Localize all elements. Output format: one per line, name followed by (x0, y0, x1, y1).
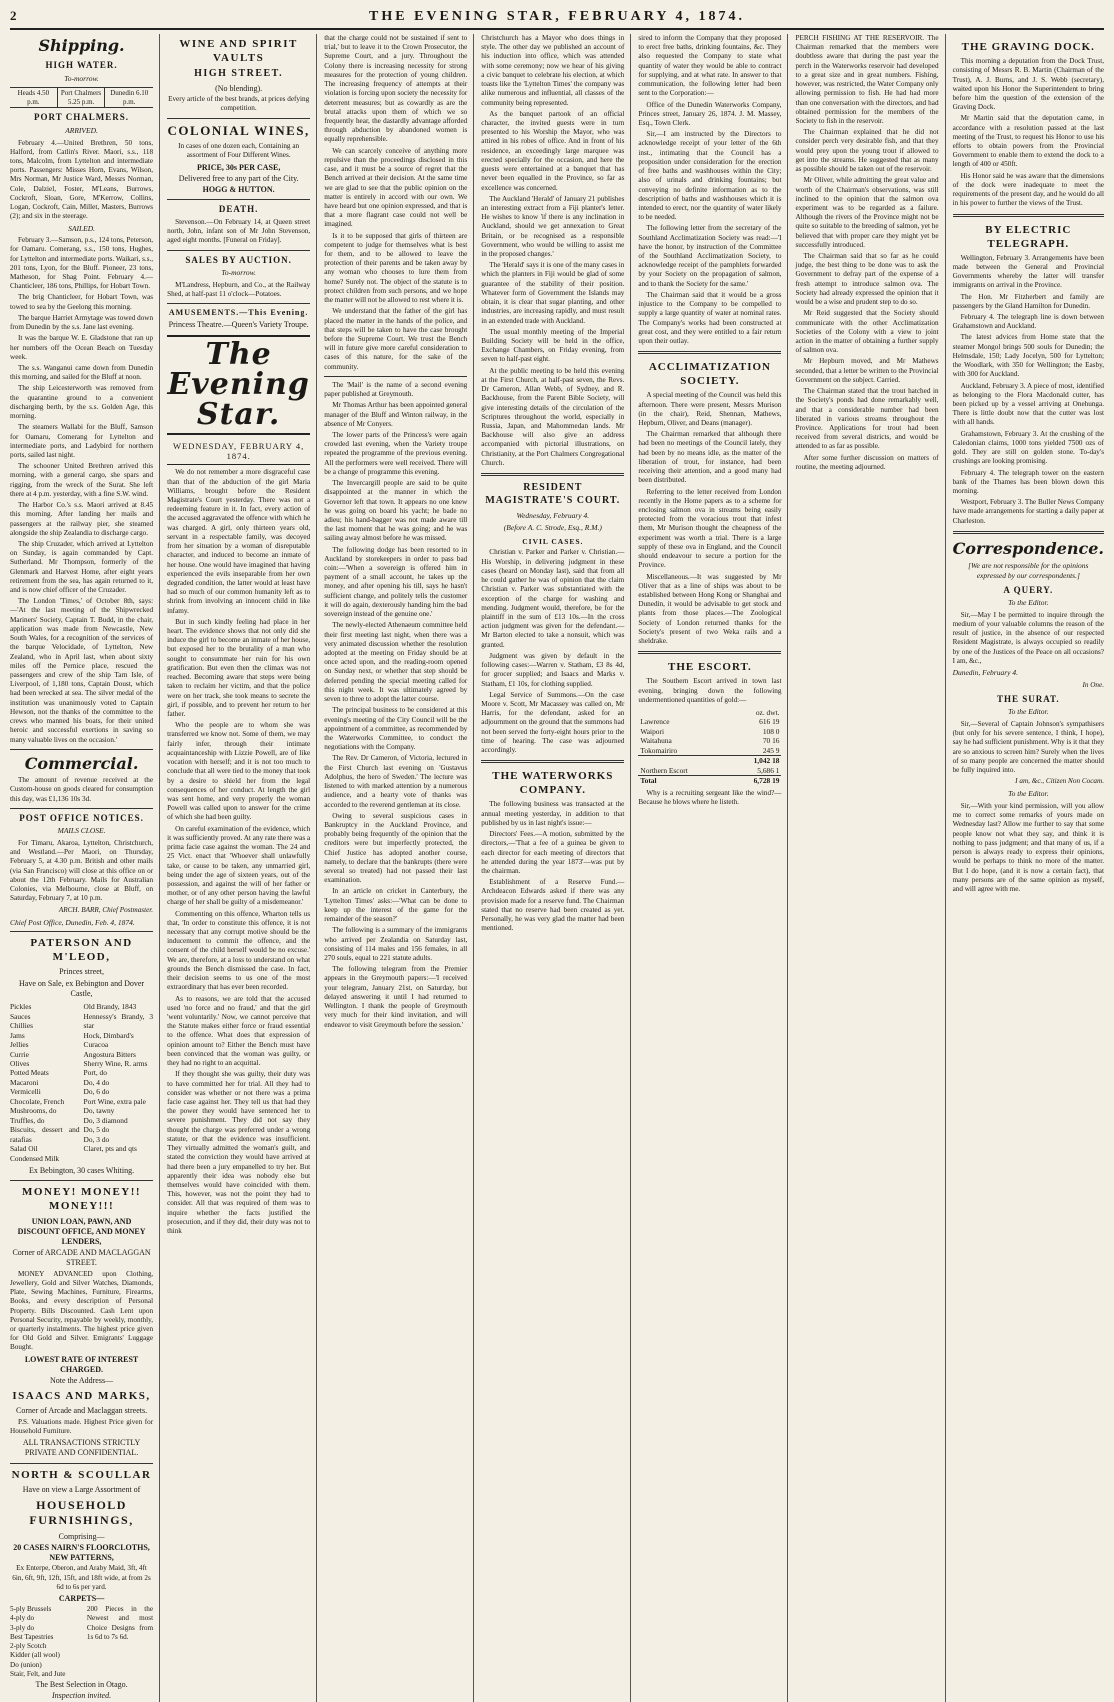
running-head (10, 6, 1104, 30)
paterson-goods-left (10, 1002, 80, 1163)
carpets-description: 200 Pieces in the Newest and most Choice Designs from 1s 6d to 7s 6d. (86, 1605, 154, 1641)
divider (953, 214, 1104, 217)
carpets-types (10, 1605, 83, 1679)
waterworks-continued: The Chairman said that it would be a gross injustice to the Company to be compelled to supply a large quantity of water at nominal rates. The Company's works had been constructed at great cost, and they were entitled to a fair return upon their outlay. (638, 290, 782, 345)
post-office-signature: ARCH. BARR, Chief Postmaster. (58, 905, 154, 914)
death-heading: DEATH. (218, 204, 259, 215)
waterworks-continued: Sir,—I am instructed by the Directors to acknowledge receipt of your letter of the 6th inst., intimating that the Council has a proposition under consideration for the erection of free baths and washhouses within the City; also of urinals and drinking fountains; but conveying no definite information as to the description of baths and washhouses which it is intended to erect, nor the quantity of water likely to be needed. (638, 130, 782, 222)
leader-paragraph: On careful examination of the evidence, which it was sufficiently proved. At any rate there was a prima facie case against the woman. The 24 and 25 Vict. enact that 'Whoever shall unlawfully take, or cause to be taken, any unmarried girl, being under the age of sixteen years, out of the possession, and against the will of her father or mother, or of any other person having the lawful charge of her shall be guilty of a misdemeanor.' (167, 824, 311, 907)
table-row (638, 756, 781, 766)
court-paragraph: Christian v. Parker and Parker v. Christian.—His Worship, in delivering judgment in these cases (heard on Monday last), said that from all he could gather he was of opinion that the claim Christian v. Parker was substantiated with the exception of the charge for washing and mending. Judgment would, therefore, be for the plaintiff in the sum of £13 10s.—In the cross action judgment was given for the defendant.—Mr Barton elected to take a nonsuit, which was granted. (481, 548, 625, 649)
leader-dateline: WEDNESDAY, FEBRUARY 4, 1874. (167, 439, 310, 466)
floorcloths-text: Ex Enterpe, Oberon, and Araby Maid, 3ft, 4ft 6in, 6ft, 9ft, 12ft, 15ft, and 18ft wide, at from 2s 6d to 6s per yard. (12, 1564, 151, 1591)
divider (481, 473, 624, 476)
isaacs-marks-title: ISAACS AND MARKS, (12, 1390, 151, 1403)
telegraph-paragraph: Grahamstown, February 3. At the crushing of the Caledonian claims, 1000 tons yielded 7500 ozs of gold. They are still on golden stone. To-day's crushings are looking promising. (952, 429, 1104, 466)
escort-place: Waitahuna (640, 736, 672, 746)
list-item: Jams (10, 1030, 25, 1040)
news-paragraph: As the banquet partook of an official character, the invited guests were in turn presented to his Worship the Mayor, who was attired in his robes of office. And in front of his residence, an exceedingly large marquee was erected specially for the occasion, and here the guests were entertained at a banquet that has never been equalled in the Province, so far as excellence was concerned. (481, 109, 625, 192)
list-item: Best Tapestries (10, 1632, 54, 1641)
colonial-wines-text: In cases of one dozen each, Containing an assortment of Four Different Wines. (178, 142, 300, 160)
list-item: Kidder (all wool) (10, 1651, 60, 1660)
waterworks-continued: sired to inform the Company that they proposed to erect free baths, drinking fountains, &c. They also requested the Company to state what quantity of water they would be able to contract for supplying, and at what rate. In answer to that communication, the following letter had been sent to the Corporation:— (638, 34, 782, 98)
table-row (638, 717, 781, 726)
surat-heading: THE SURAT. (996, 693, 1060, 704)
list-item: Do, 4 do (83, 1077, 110, 1087)
north-scoullar-title: NORTH & SCOULLAR (11, 1468, 152, 1481)
news-paragraph: The newly-elected Athenaeum committee held their first meeting last night, when there was a very animated discussion whether the resolution adopted at the meeting on Friday should be at once acted upon, and the reading-room opened on Sunday next, or whether that step should be deferred pending the special meeting called for this night week. It was ultimately agreed by seven to three to adopt the latter course. (324, 621, 468, 704)
escort-table (638, 708, 781, 786)
list-item: Port, do (83, 1068, 107, 1078)
leader-paragraph: But in such kindly feeling had place in her heart. The evidence shows that not only did she induce the girl to become an inmate of her house, but exposed her to the brutality of a man who sought to consummate her ruin for his own gratification. But even then the climax was not reached. Becoming aware that steps were being taken to reclaim her victim, and that the police were on her track, she took means to secrete the girl, if possible, and to prevent her return to her father. (167, 617, 311, 719)
arrived-text: February 4.—United Brethren, 50 tons, Halford, from Catlin's River. Maori, s.s., 118 tons, Malcolm, from Lyttelton and intermediate ports. Passengers: Misses Horn, Evans, Wilson, Mrs Norman, Mr Justice Ward, Messrs Norman, Cole, Dalziel, Foster, M'Leans, Burrows, Cockroft, Sloan, Gore, M'Kerrow, Collins, Logan, Cockroft, Cain, Millet, Masters, Burrows (2); and six in the steerage. (10, 138, 154, 221)
escort-amount: 245 9 (762, 745, 780, 755)
graving-dock-paragraph: His Honor said he was aware that the dimensions of the dock were inadequate to meet the requirements of the present day, and he would do all in his power to further the views of the Trust. (952, 171, 1104, 208)
masthead-title: The Evening Star. (167, 336, 310, 432)
table-row (638, 727, 781, 736)
shipping-paragraph: The schooner United Brethren arrived this morning, with a general cargo, she spars and rigging, from the wreck of the Surat. She left there at 4 p.m. yesterday, with a fine S.W. wind. (10, 462, 154, 498)
paterson-goods-right (84, 1002, 154, 1163)
masthead (167, 335, 310, 435)
news-paragraph: The following telegram from the Premier appears in the Greymouth papers:—'I received your telegram, January 21st, on Saturday, but delayed answering it until I had returned to Wellington. I thank the people of Greymouth very much for their kind invitation, and will endeavor to visit Greymouth before the session.' (324, 965, 468, 1029)
waterworks-continued: The following letter from the secretary of the Southland Acclimatization Society was read:—'I have the honor, by instruction of the Committee of the Southland Acclimatization Society, to acknowledge receipt of the pamphlets forwarded by your Society on the propagation of salmon, and to thank the Society for the same.' (638, 224, 782, 288)
north-scoullar-footer-2: Inspection invited. (52, 1691, 112, 1701)
news-paragraph: Owing to several suspicious cases in Bankruptcy in the Auckland Province, and probably being frequently of the opinion that the creditors were but imperfectly protected, the Chief Justice has adopted another course, namely, to declare that the bankrupts (there were several so treated) had not passed their last examination. (324, 811, 468, 885)
query-signature: In One. (1082, 680, 1104, 689)
list-item: 2-ply Scotch (10, 1642, 47, 1651)
court-bench: (Before A. C. Strode, Esq., R.M.) (503, 523, 602, 533)
surat-letter: Sir,—Several of Captain Johnson's sympathisers (but only for his severe sentence, I think, I hope), say he had sufficient punishment. Why is it that they are so anxious to screen him? Surely when the lives of so many people are concerned the matter should be fully inquired into. (952, 719, 1104, 774)
amusements-text: Princess Theatre.—Queen's Variety Troupe. (168, 320, 309, 330)
section-heading-shipping: Shipping. (38, 36, 125, 55)
isaacs-intro: Note the Address— (49, 1376, 114, 1386)
escort-place: Lawrence (640, 717, 670, 727)
north-scoullar-intro: Have on view a Large Assortment of (22, 1484, 141, 1494)
shipping-paragraph: The Harbor Co.'s s.s. Maori arrived at 8.45 this morning. After landing her mails and passengers at the railway pier, she steamed alongside the ship Zealandia to discharge cargo. (10, 501, 154, 537)
last-letter-addressee: To the Editor. (1008, 789, 1049, 799)
list-item: Old Brandy, 1843 (83, 1002, 137, 1012)
news-paragraph: The following is a summary of the immigrants who arrived per Zealandia on Saturday last, consisting of 114 males and 156 females, in all 270 souls, equal to 221 statute adults. (324, 926, 468, 962)
union-loan-address: Corner of ARCADE AND MACLAGGAN STREET. (12, 1248, 151, 1268)
shipping-paragraph: The steamers Wallabi for the Bluff, Samson for Oamaru, Comerang for Lyttelton and intermediate ports, and Ladybird for northern ports, sailed last night. (10, 423, 154, 459)
civil-cases-heading: CIVIL CASES. (522, 536, 584, 546)
escort-total: 6,728 19 (729, 776, 782, 786)
column-5 (638, 34, 788, 1702)
news-paragraph: The lower parts of the Princess's were again crowded last evening, when the Variety troupe repeated the programme of the previous evening. All the performers were well received. There will be a change of programme this evening. (324, 430, 468, 476)
paterson-goods-list (10, 1002, 153, 1163)
sailed-text: February 3.—Samson, p.s., 124 tons, Peterson, for Oamaru. Comerang, s.s., 150 tons, Hughes, for Lyttelton and intermediate ports. Waikari, s.s., 201 tons, Lyon, for the Bluff. Pioneer, 23 tons, Matheson, for Shag Point. February 4.—Chanticleer, 186 tons, Phillips, for Hobart Town. (10, 236, 154, 291)
telegraph-paragraph: Wellington, February 3. Arrangements have been made between the General and Provincial Governments whereby the latter will transfer immigrants on arrival in the Province. (952, 253, 1104, 290)
leader-continued: that the charge could not be sustained if sent to trial,' but to leave it to the Crown Prosecutor, the Supreme Court, and a jury. Throughout the Colony there is increasing necessity for strong measures for the protection of young children. The increasing frequency of attempts at their violation is forcing upon society the necessity for deterrent measures; but as cowardly as are the brutal attacks upon them of which we so frequently hear, the dastardly advantage afforded through abduction by abandoned women is equally reprehensible. (324, 34, 468, 144)
list-item: Hennessy's Brandy, 3 star (83, 1011, 154, 1031)
sales-heading: SALES BY AUCTION. (185, 254, 292, 265)
acclimatization-paragraph: Miscellaneous.—It was suggested by Mr Oliver that as a line of ships was about to be established between Hong Kong or Shanghai and Dunedin, it would be advisable to get stock and plants from those places.—The Zoological Society of London returned thanks for the Society's present of two Weka rails and a sheldrake. (638, 572, 782, 646)
query-addressee: To the Editor. (1008, 598, 1049, 608)
port-chalmers-heading: PORT CHALMERS. (34, 112, 130, 123)
list-item: Do, 3 do (83, 1134, 110, 1144)
acclimatization-continued: Mr Reid suggested that the Society should communicate with the other Acclimatization Societies of the Colony with a view to joint action in the matter of obtaining a further supply of salmon ova. (795, 309, 939, 355)
divider (638, 651, 781, 654)
waterworks-heading: THE WATERWORKS COMPANY. (492, 770, 614, 797)
arrived-heading: ARRIVED. (65, 126, 98, 135)
section-heading-commercial: Commercial. (24, 753, 139, 773)
acclimatization-continued: After some further discussion on matters of routine, the meeting adjourned. (795, 453, 939, 471)
page-number: 2 (10, 8, 18, 23)
column-7 (953, 34, 1104, 1702)
acclimatization-continued: PERCH FISHING AT THE RESERVOIR. The Chairman remarked that the members were doubtless aware that during the past year the perch in the Waterworks reservoir had developed to a great size and in great numbers. Fishing, however, was restricted, the Water Company only allowing permission to fish. He had had more than one conversation with the directors, and had obtained permission for the members of the Society to fish in the reservoir. (795, 34, 939, 125)
divider (10, 1180, 153, 1181)
waterworks-paragraph: The following business was transacted at the annual meeting yesterday, in addition to that published by us in last night's issue:— (481, 800, 625, 827)
carpets-heading: CARPETS— (58, 1594, 105, 1603)
divider (324, 376, 467, 377)
list-item: Chocolate, French (10, 1096, 65, 1106)
divider (638, 351, 781, 354)
paterson-ad-footer: Ex Bebington, 30 cases Whiting. (28, 1166, 135, 1176)
telegraph-heading: BY ELECTRIC TELEGRAPH. (985, 223, 1072, 250)
list-item: Do, 5 do (83, 1125, 110, 1135)
list-item: Do, tawny (83, 1106, 115, 1116)
acclimatization-continued: Mr Hepburn moved, and Mr Mathews seconded, that a letter be written to the Provincial Government on the subject. Carried. (795, 357, 939, 384)
table-row (638, 776, 781, 786)
table-row (638, 746, 781, 756)
escort-table-units: oz. dwt. (755, 708, 780, 718)
isaacs-marks-address: Corner of Arcade and Maclaggan streets. (16, 1406, 148, 1416)
sales-text: M'Landress, Hepburn, and Co., at the Railway Shed, at half-past 11 o'clock—Potatoes. (167, 280, 311, 298)
news-paragraph: The Auckland 'Herald' of January 21 publishes an interesting extract from a Fiji planter's letter. He wishes to know 'if there is any inclination in Auckland, should we get annexation to Great Britain, or be recognised as a responsible Government, who would be willing to assist me in the proposed changes.' (481, 194, 625, 259)
acclimatization-paragraph: The Chairman remarked that although there had been no meetings of the Council lately, they had been by no means idle, as the matter of the liberation of trout, for instance, had been receiving their attention, and a good many had been distributed. (638, 430, 782, 485)
correspondence-note: [We are not responsible for the opinions expressed by our correspondents.] (968, 561, 1089, 580)
paterson-ad-intro: Have on Sale, ex Bebington and Dover Castle, (19, 978, 145, 998)
divider (953, 531, 1104, 534)
acclimatization-continued: The Chairman said that so far as he could judge, the best thing to be done was to ask the Government to defray part of the expense of a fresh attempt to introduce salmon ova. The Society had already expressed the opinion that it would be a wise and prudent step to do so. (795, 252, 939, 307)
paper-title: THE EVENING STAR, FEBRUARY 4, 1874. (369, 9, 745, 24)
telegraph-paragraph: Auckland, February 3. A piece of most, identified as belonging to the Flora Macdonald cutter, has been picked up by a vessel arriving at Onehunga. There is little doubt now that the cutter was lost with all hands. (952, 381, 1104, 427)
divider (167, 303, 310, 304)
floorcloths-heading: 20 CASES NAIRN'S FLOORCLOTHS, NEW PATTERNS, (13, 1542, 150, 1563)
table-row (638, 766, 781, 776)
list-item: Do, 6 do (83, 1087, 110, 1097)
leader-paragraph: As to reasons, we are told that the accused used 'no force and no fraud,' and that the girl 'went voluntarily.' Now, we cannot perceive that the Statute makes either force or fraud essential to the offence. What does that expression of opinion amount to? Either the Bench must have been convinced that the woman was guilty, or they had no right to an acquittal. (167, 994, 311, 1068)
escort-total-label: Total (638, 776, 729, 786)
list-item: Curacoa (83, 1040, 109, 1050)
graving-dock-paragraph: Mr Martin said that the deputation came, in accordance with a resolution passed at the last meeting of the Trust, to request his Honor to use his efforts to obtain powers from the Provincial Government to enable them to extend the dock to a length of 400 or 450ft. (952, 114, 1104, 169)
surat-addressee: To the Editor. (1008, 707, 1049, 717)
column-4 (481, 34, 631, 1702)
shipping-paragraph: The s.s. Wanganui came down from Dunedin this morning, and sailed for the Bluff at noon. (10, 364, 154, 382)
query-place: Dunedin, February 4. (952, 667, 1018, 677)
tide-heads: Heads 4.50 p.m. (10, 88, 58, 108)
telegraph-paragraph: February 4. The telegraph line is down between Grahamstown and Auckland. (952, 313, 1104, 331)
escort-place: Northern Escort (640, 765, 688, 775)
acclimatization-continued: The Chairman explained that he did not consider perch very desirable fish, and that they would prey upon the young trout if allowed to get into the streams. He suggested that as many as possible should be taken out of the reservoir. (795, 128, 939, 174)
telegraph-paragraph: Westport, February 3. The Buller News Company have made arrangements for starting a daily paper at Charleston. (952, 498, 1104, 525)
correspondence-heading: Correspondence. (952, 538, 1104, 558)
divider (10, 1463, 153, 1464)
query-heading: A QUERY. (1003, 584, 1054, 595)
list-item: 4-ply do (10, 1614, 35, 1623)
commercial-text: The amount of revenue received at the Custom-house on goods cleared for consumption this day, was £1,136 10s 3d. (10, 776, 154, 803)
death-notice: Stevenson.—On February 14, at Queen street north, John, infant son of Mr John Stevenson, aged eight months. [Funeral on Friday]. (167, 217, 311, 245)
hogg-hutton: HOGG & HUTTON. (202, 185, 275, 195)
table-header-row (638, 708, 781, 717)
wine-vaults-text: Every article of the best brands, at prices defying competition. (168, 95, 310, 113)
wine-vaults-note: (No blending). (215, 83, 263, 93)
paterson-ad-title: PATERSON AND M'LEOD, (30, 937, 133, 964)
divider (10, 749, 153, 750)
list-item: 5-ply Brussels (10, 1605, 52, 1614)
court-paragraph: Legal Service of Summons.—On the case Moore v. Scott, Mr Macassey was called on, Mr Harris, for the defendant, asked for an adjournment on the ground that the summons had not been served the forty-eight hours prior to the time of hearing. The case was adjourned accordingly. (481, 690, 625, 755)
divider (10, 931, 153, 932)
list-item: Hock, Dimbard's (83, 1030, 134, 1040)
mails-close-heading: MAILS CLOSE. (57, 826, 106, 836)
list-item: Angostura Bitters (83, 1049, 136, 1059)
tide-table (10, 87, 153, 109)
columns (10, 34, 1104, 1701)
money-ad-text: MONEY ADVANCED upon Clothing, Jewellery, Gold and Silver Watches, Diamonds, Plate, Sewing Machines, Furniture, Firearms, Books, and every description of Personal Property. Bills Discounted. Cash Lent upon Personal Security, repayable by weekly, monthly, or quarterly instalments. The highest price given for Old Gold and Silver. Emigrants' Luggage Bought. (10, 1269, 154, 1352)
acclimatization-paragraph: Referring to the letter received from London recently in the Home papers as to a scheme for enclosing salmon ova in streams being easily protected from the voracious trout that infest them, Mr Murison thought the cheapness of the experiment was worth a trial. There is a large supply of these ova in England, and the Council should endeavour to secure a portion for the Province. (638, 487, 782, 570)
escort-amount: 108 0 (762, 726, 780, 736)
escort-place: Waipori (640, 726, 664, 736)
lowest-rate-heading: LOWEST RATE OF INTEREST CHARGED. (24, 1354, 139, 1374)
paterson-ad-address: Princes street, (59, 967, 104, 977)
list-item: Salad Oil (10, 1144, 38, 1154)
list-item: Mushrooms, do (10, 1106, 57, 1116)
money-ad-title: MONEY! MONEY!! MONEY!!! (22, 1186, 142, 1213)
column-6 (795, 34, 945, 1702)
escort-subtotal: 1,042 18 (729, 756, 782, 766)
list-item: Vermicelli (10, 1087, 41, 1097)
acclimatization-heading: ACCLIMATIZATION SOCIETY. (648, 361, 771, 388)
divider (10, 808, 153, 809)
divider (167, 118, 310, 119)
news-paragraph: Christchurch has a Mayor who does things in style. The other day we published an account of his induction into office, which was attended with some ceremony; now we hear of his giving a civic banquet to celebrate his election, at which toasts like the 'Lyttelton Times' the company was alike numerous and influential, all classes of the community being represented. (481, 34, 625, 107)
list-item: 3-ply do (10, 1623, 35, 1632)
waterworks-paragraph: Establishment of a Reserve Fund.—Archdeacon Edwards asked if there was any provision made for a reserve fund. The Chairman stated that no reserve had been created as yet. Personally, he was very glad the matter had been mentioned. (481, 878, 625, 933)
list-item: Sauces (10, 1011, 31, 1021)
table-row (638, 736, 781, 745)
telegraph-paragraph: The latest advices from Home state that the steamer Mongol brings 500 souls for Dunedin; the Helmsdale, 150; Lady Jocelyn, 500 for Lyttelton; the Woodlark, with 350 for Wellington; the Easby, with 300 for Auckland. (952, 333, 1104, 379)
last-letter: Sir,—With your kind permission, will you allow me to correct some remarks of yours made on Wednesday last? Allow me further to say that some people know not what they say, and think it is nothing to pass judgment; and that many of us, if a person is always ready to express their opinions, would be perhaps to think no more of the matter. But I do hope, (and it is now a certain fact), that many persons are of the same opinion as myself, and will agree with me. (952, 801, 1104, 893)
shipping-paragraph: The London 'Times,' of October 8th, says:—'At the last meeting of the Shipwrecked Mariners' Society, Captain T. Budd, in the chair, application was made from Newcastle, New South Wales, for a recognition of the services of the barque Velocidade, of Lyttelton, New Zealand, who in April last, when about sixty miles off the Pernice place, rescued the passengers and crew of the ship Tarn Isle, of Liverpool, of 1,180 tons, Captain Doust, which had been wrecked at sea. The silver medal of the institution was unanimously voted to Captain Hewson, not the thanks of the committee to the crews who manned his boats, for their united heroic and successful exertions in saving so many valuable lives on the occasion.' (10, 597, 154, 744)
list-item: Port Wine, extra pale (83, 1096, 146, 1106)
graving-dock-heading: THE GRAVING DOCK. (961, 41, 1095, 53)
divider (167, 199, 310, 200)
list-item: Macaroni (10, 1077, 39, 1087)
tide-port-chalmers: Port Chalmers 5.25 p.m. (58, 88, 106, 108)
news-paragraph: The Rev. Dr Cameron, of Victoria, lectured in the First Church last evening on 'Gustavus Adolphus, the hero of Sweden.' The lecture was listened to with marked attention by a numerous audience, and a hearty vote of thanks was accorded to the reverend gentleman at its close. (324, 754, 468, 809)
list-item: Stair, Felt, and Jute (10, 1669, 66, 1678)
list-item: Chillies (10, 1021, 33, 1031)
court-date: Wednesday, February 4. (516, 510, 590, 520)
divider (167, 250, 310, 251)
column-3 (324, 34, 474, 1702)
list-item: Condensed Milk (10, 1153, 60, 1163)
leader-continued: We can scarcely conceive of anything more repulsive than the proceedings disclosed in this case, and it must be a source of regret that the Bench arrived at their decision. At the same time we are glad to see that the public opinion on the matter is entirely in accord with our own. We have heard but one opinion expressed, and that is that a more flagrant case could not well be imagined. (324, 146, 468, 229)
acclimatization-paragraph: A special meeting of the Council was held this afternoon. There were present, Messrs Murison (in the chair), Reid, Shennan, Mathews, Hepburn, Oliver, and Deans (manager). (638, 391, 782, 428)
shipping-paragraph: The barque Harriet Armytage was towed down from Dunedin by the s.s. Jane last evening. (10, 313, 154, 332)
list-item: Claret, pts and qts (83, 1144, 137, 1154)
leader-paragraph: If they thought she was guilty, their duty was to have committed her for trial. All they had to consider was whether or not there was a prima facie case against her. They tell us that had they the power they would have sentenced her to severe punishment. They did not say they thought the charge was preferred under a wrong statute, or that the evidence was insufficient. They virtually admitted the woman's guilt, and stated the conviction they would have arrived at had there been a jury empanelled to try her. But apparently their idea was nobody else but themselves would have coincided with them. This, however, was not the point they had to consider. All that was required of them was to inquire whether the facts justified the prosecution, and if they did, their duty was not to think (167, 1070, 311, 1236)
waterworks-paragraph: Directors' Fees.—A motion, submitted by the directors,—'That a fee of a guinea be given to each director for each meeting of directors that he attended during the year 1873'—was put by the chairman. (481, 830, 625, 875)
column-1 (10, 34, 160, 1702)
news-paragraph: Mr Thomas Arthur has been appointed general manager of the Bluff and Winton railway, in the absence of Mr Conyers. (324, 401, 468, 428)
isaacs-marks-footer: ALL TRANSACTIONS STRICTLY PRIVATE AND CONFIDENTIAL. (22, 1438, 141, 1458)
leader-continued: Is it to be supposed that girls of thirteen are competent to judge for themselves what is best for them, and to be allowed to leave the protection of their parents and be taken away by any woman who chooses to lure them from home? Surely not. The object of the statute is to protect children from such persons, and we hope the matter will not be allowed to rest where it is. (324, 231, 468, 305)
telegraph-paragraph: February 4. The telegraph tower on the eastern bank of the Thames has been blown down this morning. (952, 468, 1104, 495)
telegraph-paragraph: The Hon. Mr Fitzherbert and family are passengers by the Gland Hamilton for Dunedin. (952, 292, 1104, 310)
list-item: Biscuits, dessert and ratafias (10, 1125, 80, 1144)
colonial-wines-title: COLONIAL WINES, (167, 122, 310, 138)
escort-place: Tokomairiro (640, 745, 678, 755)
graving-dock-paragraph: This morning a deputation from the Dock Trust, consisting of Messrs R. B. Martin (Chairman of the Trust), A. J. Burns, and J. S. Webb (secretary), waited upon his Honor the Superintendent to bring before him the question of the extension of the Graving Dock. (952, 57, 1104, 112)
carpets-list (10, 1605, 153, 1679)
court-heading: RESIDENT MAGISTRATE'S COURT. (485, 482, 621, 506)
post-office-text: For Timaru, Akaroa, Lyttelton, Christchurch, and Westland.—Per Maori, on Thursday, February 5, at 4.30 p.m. British and other mails (via San Francisco) will close at this office on or about the 12th February. Mails for Australian Colonies, via Melbourne, close at Bluff, on Saturday, February 7, at 10 p.m. (10, 838, 154, 903)
divider (481, 760, 624, 763)
high-water-subheading: To-morrow. (64, 73, 99, 83)
north-scoullar-footer: The Best Selection in Otago. (35, 1679, 128, 1689)
north-scoullar-comprising: Comprising— (58, 1531, 105, 1541)
court-paragraph: Judgment was given by default in the following cases:—Warren v. Statham, £3 8s 4d, for grocer supplied; and Isaacs and Marks v. Statham, £1 10s, for clothing supplied. (481, 651, 625, 688)
union-loan-title: UNION LOAN, PAWN, AND DISCOUNT OFFICE, AND MONEY LENDERS, (17, 1216, 146, 1247)
leader-paragraph: Commenting on this offence, Wharton tells us that, 'In order to constitute this offence, it is not necessary that any corrupt motive should be the inducement to commit the offence, and the consent of the child herself would be no excuse.' We are, therefore, at a loss to understand on what grounds the Bench dismissed the case. In fact, their decision seems to us one of the most extraordinary that has ever been recorded. (167, 909, 311, 992)
escort-heading: THE ESCORT. (668, 661, 752, 674)
leader-paragraph: Who the people are to whom she was transferred we know not. Some of them, we may fairly infer, through their intimate acquaintanceship with Lizzie Powell, are of like vocation with herself; and it is not too much to conclude that all were tied to the money that took by a desire to shield her from the legal consequences of her conduct. At length the girl was sent home, and very properly the woman Powell was called upon to answer for the crime of which she had been guilty. (167, 721, 311, 822)
shipping-paragraph: It was the barque W. E. Gladstone that ran up her numbers off the Ocean Beach on Tuesday week. (10, 334, 154, 361)
column-2 (167, 34, 317, 1702)
colonial-wines-price: PRICE, 30s PER CASE, (196, 162, 281, 172)
shipping-paragraph: The ship Cruzader, which arrived at Lyttelton on Sunday, is again commanded by Capt. Sutherland. Mr Thompson, formerly of the Glenmark and Harvest Home, after eight years retirement from the sea, has again returned to it, and is now chief officer of the Cruzader. (10, 539, 154, 595)
list-item: Pickles (10, 1002, 32, 1012)
sailed-heading: SAILED. (68, 223, 95, 233)
acclimatization-continued: The Chairman stated that the trout hatched in the Society's ponds had done remarkably well, and that a considerable number had been liberated in various streams throughout the Province. Applications for trout had been received from several districts, and would be attended to as far as possible. (795, 387, 939, 451)
high-water-heading: HIGH WATER. (45, 60, 118, 71)
leader-paragraph: We do not remember a more disgraceful case than that of the abduction of the girl Maria Williams, brought before the Resident Magistrate's Court yesterday. There was not a redeeming feature in it. In fact, every action of the accused aggravated the offence with which he was charged. A girl, only thirteen years old, servant in a respectable family, was decoyed from her situation by a woman of disreputable character, and induced to become an inmate of her house. One would have imagined that having experienced the evils inseparable from her own degraded condition, the latter would at least have had so much of our common humanity left as to shrink from involving an innocent child in like infamy. (167, 468, 311, 615)
shipping-paragraph: The brig Chanticleer, for Hobart Town, was towed to sea by the Geelong this morning. (10, 293, 154, 311)
list-item: Sherry Wine, R. arms (83, 1059, 148, 1068)
list-item: Potted Meats (10, 1068, 49, 1078)
escort-footer: Why is a recruiting sergeant like the wind?—Because he blows where he listeth. (638, 788, 782, 806)
leader-continued: We understand that the father of the girl has placed the matter in the hands of the police, and that steps will be taken to have the case brought before the Supreme Court. We trust the Bench will in future give more careful consideration to cases of this nature, for the sake of the community. (324, 307, 468, 371)
acclimatization-continued: Mr Oliver, while admitting the great value and worth of the Chairman's observations, was still inclined to the opinion that the salmon ova experiment was to be regarded as a failure. Although the rivers of the Province might not be quite so suitable to the breeding of salmon, yet he believed that with proper care they might yet be successfully introduced. (795, 176, 939, 249)
post-office-date: Chief Post Office, Dunedin, Feb. 4, 1874. (10, 917, 135, 927)
wine-vaults-street: HIGH STREET. (194, 68, 284, 80)
news-paragraph: At the public meeting to be held this evening at the First Church, at half-past seven, the Revs. Dr Cameron, Allan Webb, of Sydney, and R. Backhouse, from the Parent Bible Society, will give interesting details of the circulation of the Scriptures throughout the world, especially in Russia, Japan, and Mahommedan lands. Mr Backhouse will also give an address accompanied with pictorial illustrations, on Christianity, at the Port Chalmers Congregational Church. (481, 366, 625, 467)
amusements-heading: AMUSEMENTS.—This Evening. (168, 308, 309, 318)
news-paragraph: The usual monthly meeting of the Imperial Building Society will be held in the office, Exchange Chambers, on Friday evening, from seven to half-past eight. (481, 327, 625, 364)
waterworks-continued: Office of the Dunedin Waterworks Company, Princes street, January 26, 1874. J. M. Massey, Esq., Town Clerk. (638, 100, 782, 127)
surat-signature: I am, &c., Citizen Non Cocam. (1015, 777, 1104, 786)
isaacs-marks-text: P.S. Valuations made. Highest Price given for Household Furniture. (10, 1417, 154, 1435)
list-item: Jellies (10, 1040, 29, 1050)
list-item: Do (union) (10, 1660, 42, 1669)
list-item: Olives (10, 1059, 30, 1068)
news-paragraph: In an article on cricket in Canterbury, the 'Lyttelton Times' asks:—'What can be done to keep up the interest of the game for the remainder of the season?' (324, 887, 468, 924)
news-paragraph: The 'Mail' is the name of a second evening paper published at Greymouth. (324, 380, 468, 399)
colonial-wines-delivery: Delivered free to any part of the City. (178, 173, 299, 183)
sales-subheading: To-morrow. (221, 268, 256, 278)
escort-amount: 70 16 (762, 736, 780, 746)
list-item: Do, 3 diamond (83, 1115, 128, 1125)
query-letter: Sir,—May I be permitted to inquire through the medium of your valuable columns the reason of the result of justice, in the absence of our respected Resident Magistrate, is always occupied so readily by one of the Justices of the Peace on all occasions? I am, &c., (952, 610, 1104, 665)
news-paragraph: The principal business to be considered at this evening's meeting of the City Council will be the appointment of a committee, as recommended by the Waterworks Committee, to conduct the negotiations with the Company. (324, 706, 468, 752)
news-paragraph: The 'Herald' says it is one of the many cases in which the planters in Fiji would be glad of some guarantee of the stability of their position. Whatever form of Government the Islands may obtain, it is clear that sugar planting, and other industries, are increasing rapidly, and must result in an extended trade with Auckland. (481, 261, 625, 325)
escort-text: The Southern Escort arrived in town last evening, bringing down the following undermentioned quantities of gold:— (638, 677, 782, 704)
tide-dunedin: Dunedin 6.10 p.m. (110, 88, 149, 106)
news-paragraph: The following dodge has been resorted to in Auckland by storekeepers in order to pass bad coin:—'When a sovereign is offered him in payment of a small account, he takes up the money, and after opening his till, says he hasn't sufficient change, and politely tells the customer it will do again, dexterously handing him the bad sovereign instead of the genuine one.' (324, 545, 468, 619)
wine-vaults-title: WINE AND SPIRIT VAULTS (179, 38, 298, 65)
shipping-paragraph: The ship Leicesterworth was removed from the quarantine ground to a convenient discharging berth, by the s.s. Golden Age, this morning. (10, 384, 154, 421)
escort-amount: 616 19 (759, 717, 780, 727)
news-paragraph: The Invercargill people are said to be quite disappointed at the manner in which the Governor left that town. It appears no one knew he was going on board his yacht; he bade no adieu; his hand-bagger was not made aware till the last moment that he was going; and he was sailing away almost before he was missed. (324, 479, 468, 543)
list-item: Truffles, do (10, 1115, 45, 1125)
post-office-heading: POST OFFICE NOTICES. (19, 812, 144, 823)
list-item: Currie (10, 1049, 29, 1059)
household-furnishings-title: HOUSEHOLD FURNISHINGS, (29, 1497, 134, 1528)
escort-amount: 5,686 1 (757, 765, 780, 775)
